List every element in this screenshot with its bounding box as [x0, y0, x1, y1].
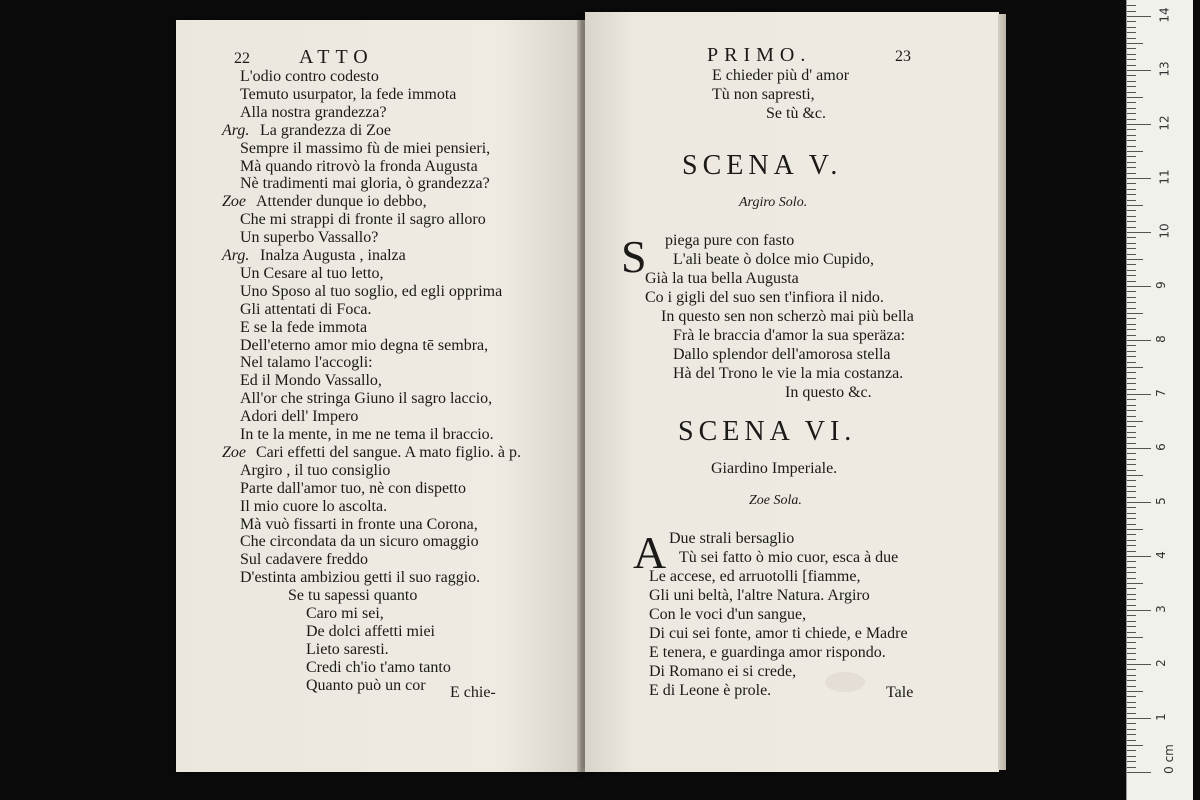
scene-6-character: Zoe Sola. — [749, 493, 802, 508]
verse-line — [240, 319, 367, 337]
ruler-tick — [1127, 599, 1136, 600]
ruler-tick — [1127, 308, 1136, 309]
verse-line — [240, 516, 478, 534]
ruler-tick — [1127, 108, 1136, 109]
verse-line — [240, 551, 368, 569]
verse-text: Attender dunque io debbo, — [256, 193, 427, 211]
ruler-tick — [1127, 740, 1136, 741]
ruler-number: 4 — [1153, 551, 1168, 559]
ruler-tick — [1127, 313, 1143, 314]
ruler-tick — [1127, 556, 1151, 557]
ruler-tick — [1127, 335, 1136, 336]
ruler-tick — [1127, 124, 1151, 125]
verse-line — [222, 443, 521, 462]
ruler-tick — [1127, 237, 1136, 238]
ruler-tick — [1127, 318, 1136, 319]
ruler-tick — [1127, 480, 1136, 481]
verse-line: Con le voci d'un sangue, — [649, 606, 807, 623]
verse-line: Di cui sei fonte, amor ti chiede, e Madre — [649, 625, 908, 642]
ruler-tick — [1127, 54, 1136, 55]
verse-line — [306, 623, 435, 641]
ruler-tick — [1127, 405, 1136, 406]
ruler-tick — [1127, 297, 1136, 298]
ruler-tick — [1127, 383, 1136, 384]
verse-line: Dallo splendor dell'amorosa stella — [673, 346, 891, 363]
verse-text: Temuto usurpator, la fede immota — [240, 85, 457, 103]
ruler-tick — [1127, 270, 1136, 271]
verse-line — [240, 229, 378, 247]
ruler-number: 8 — [1153, 335, 1168, 343]
ruler-tick — [1127, 48, 1136, 49]
ruler-tick — [1127, 707, 1136, 708]
ruler-number: 2 — [1153, 659, 1168, 667]
ruler-tick — [1127, 761, 1136, 762]
verse-line — [240, 86, 456, 104]
ruler-tick — [1127, 27, 1136, 28]
verse-text: E se la fede immota — [240, 318, 368, 336]
verse-line — [240, 569, 480, 587]
verse-line — [240, 337, 488, 355]
verse-text: Un Cesare al tuo letto, — [240, 264, 384, 282]
ruler-tick — [1127, 372, 1136, 373]
ruler-tick — [1127, 156, 1136, 157]
ruler-tick — [1127, 43, 1143, 44]
verse-text: In te la mente, in me ne tema il braccio. — [240, 426, 494, 443]
verse-line — [240, 211, 486, 229]
ruler-tick — [1127, 648, 1136, 649]
ruler-tick — [1127, 437, 1136, 438]
ruler-tick — [1127, 32, 1136, 33]
verse-text: Se tu sapessi quanto — [288, 587, 418, 605]
scene-5-heading: SCENA V. — [682, 150, 843, 181]
measuring-ruler — [1126, 0, 1193, 800]
ruler-number: 3 — [1153, 605, 1168, 613]
ruler-number: 12 — [1157, 115, 1172, 131]
verse-line — [240, 283, 502, 301]
ruler-tick — [1127, 65, 1136, 66]
verse-line — [222, 247, 406, 265]
right-page — [585, 12, 999, 772]
ruler-tick — [1127, 675, 1136, 676]
ruler-tick — [1127, 210, 1136, 211]
verse-line — [240, 265, 384, 283]
ruler-tick — [1127, 410, 1136, 411]
verse-line — [306, 677, 426, 695]
ruler-tick — [1127, 718, 1151, 719]
ruler-tick — [1127, 146, 1136, 147]
ruler-number: 13 — [1157, 61, 1172, 77]
ruler-tick — [1127, 129, 1136, 130]
ruler-tick — [1127, 605, 1136, 606]
ruler-tick — [1127, 421, 1143, 422]
ruler-tick — [1127, 756, 1136, 757]
ruler-tick — [1127, 119, 1136, 120]
ruler-tick — [1127, 702, 1136, 703]
verse-text: Uno Sposo al tuo soglio, ed egli opprima — [240, 282, 503, 300]
ruler-tick — [1127, 5, 1136, 6]
verse-text: Sempre il massimo fù de miei pensieri, — [240, 139, 491, 157]
verse-line: E di Leone è prole. — [649, 682, 772, 699]
ruler-tick — [1127, 21, 1136, 22]
verse-line — [240, 533, 479, 551]
verse-line — [240, 354, 373, 372]
verse-line: Le accese, ed arruotolli [fiamme, — [649, 568, 861, 585]
ruler-tick — [1127, 243, 1136, 244]
ruler-tick — [1127, 356, 1136, 357]
verse-line: piega pure con fasto — [665, 232, 795, 249]
verse-line — [222, 193, 427, 211]
verse-text: Dell'eterno amor mio degna tē sembra, — [240, 336, 489, 354]
ruler-tick — [1127, 567, 1136, 568]
verse-text: D'estinta ambiziou getti il suo raggio. — [240, 569, 481, 587]
verse-text: Nè tradimenti mai gloria, ò grandezza? — [240, 175, 490, 193]
ruler-tick — [1127, 696, 1136, 697]
verse-text: Alla nostra grandezza? — [240, 103, 387, 121]
ruler-tick — [1127, 86, 1136, 87]
ruler-number: 5 — [1153, 497, 1168, 505]
verse-line — [240, 372, 382, 390]
verse-line — [306, 605, 384, 623]
ruler-tick — [1127, 767, 1136, 768]
ruler-tick — [1127, 632, 1136, 633]
ruler-tick — [1127, 486, 1136, 487]
verse-line: Gli uni beltà, l'altre Natura. Argiro — [649, 587, 870, 604]
ruler-tick — [1127, 642, 1136, 643]
ruler-tick — [1127, 664, 1151, 665]
ruler-tick — [1127, 680, 1136, 681]
verse-text: Gli attentati di Foca. — [240, 300, 372, 318]
ruler-tick — [1127, 102, 1136, 103]
verse-text: Che mi strappi di fronte il sagro alloro — [240, 211, 486, 229]
ruler-tick — [1127, 151, 1143, 152]
verse-text: Quanto può un cor — [306, 676, 426, 694]
ruler-tick — [1127, 513, 1136, 514]
speaker-label: Zoe — [222, 443, 246, 461]
ruler-tick — [1127, 140, 1136, 141]
ruler-tick — [1127, 686, 1136, 687]
ruler-tick — [1127, 135, 1136, 136]
verse-text: Parte dall'amor tuo, nè con dispetto — [240, 479, 466, 497]
ruler-number: 7 — [1153, 389, 1168, 397]
ruler-tick — [1127, 194, 1136, 195]
ruler-tick — [1127, 426, 1136, 427]
verse-line: Di Romano ei si crede, — [649, 663, 797, 680]
ruler-tick — [1127, 507, 1136, 508]
ruler-tick — [1127, 734, 1136, 735]
verse-text: Ed il Mondo Vassallo, — [240, 372, 382, 390]
speaker-label: Zoe — [222, 193, 246, 211]
ruler-tick — [1127, 653, 1136, 654]
ruler-tick — [1127, 729, 1136, 730]
ruler-tick — [1127, 378, 1136, 379]
verse-text: Mà vuò fissarti in fronte una Corona, — [240, 515, 478, 533]
paper-stain — [825, 672, 865, 692]
ruler-tick — [1127, 723, 1136, 724]
ruler-tick — [1127, 178, 1151, 179]
ruler-tick — [1127, 59, 1136, 60]
verse-line: Frà le braccia d'amor la sua speräza: — [673, 327, 906, 344]
ruler-tick — [1127, 200, 1136, 201]
ruler-number: 9 — [1153, 281, 1168, 289]
verse-text: All'or che stringa Giuno il sagro laccio, — [240, 390, 493, 408]
speaker-label: Arg. — [222, 121, 250, 139]
ruler-tick — [1127, 691, 1143, 692]
verse-text: L'odio contro codesto — [240, 68, 379, 85]
verse-line: E tenera, e guardinga amor rispondo. — [649, 644, 886, 661]
ruler-tick — [1127, 183, 1136, 184]
ruler-number: 11 — [1157, 169, 1172, 185]
ruler-tick — [1127, 11, 1136, 12]
ruler-tick — [1127, 324, 1136, 325]
verse-line: Se tù &c. — [766, 105, 826, 122]
ruler-tick — [1127, 259, 1143, 260]
ruler-tick — [1127, 340, 1151, 341]
verse-line: In questo &c. — [785, 384, 872, 401]
page-edges — [998, 14, 1006, 770]
verse-line — [306, 641, 389, 659]
verse-line — [240, 175, 490, 193]
ruler-tick — [1127, 367, 1143, 368]
ruler-tick — [1127, 745, 1143, 746]
ruler-tick — [1127, 81, 1136, 82]
verse-line — [240, 140, 490, 158]
ruler-tick — [1127, 205, 1143, 206]
ruler-number: 1 — [1153, 713, 1168, 721]
ruler-tick — [1127, 216, 1136, 217]
verse-text: La grandezza di Zoe — [260, 121, 392, 139]
verse-line — [240, 301, 372, 319]
verse-text: Mà quando ritrovò la fronda Augusta — [240, 157, 478, 175]
verse-line — [288, 587, 417, 605]
ruler-tick — [1127, 443, 1136, 444]
ruler-tick — [1127, 432, 1136, 433]
verse-line: In questo sen non scherzò mai più bella — [661, 308, 914, 325]
ruler-tick — [1127, 540, 1136, 541]
ruler-tick — [1127, 232, 1151, 233]
ruler-tick — [1127, 669, 1136, 670]
ruler-tick — [1127, 615, 1136, 616]
ruler-tick — [1127, 448, 1151, 449]
scene-6-place: Giardino Imperiale. — [711, 460, 838, 477]
left-page — [176, 20, 580, 772]
ruler-tick — [1127, 291, 1136, 292]
verse-line: Hà del Trono le vie la mia costanza. — [673, 365, 904, 382]
verse-line — [240, 390, 492, 408]
ruler-tick — [1127, 394, 1151, 395]
ruler-tick — [1127, 97, 1143, 98]
verse-text: Che circondata da un sicuro omaggio — [240, 533, 479, 551]
ruler-tick — [1127, 254, 1136, 255]
ruler-tick — [1127, 524, 1136, 525]
ruler-tick — [1127, 637, 1143, 638]
ruler-tick — [1127, 518, 1136, 519]
ruler-tick — [1127, 264, 1136, 265]
verse-text: Argiro , il tuo consiglio — [240, 461, 391, 479]
ruler-tick — [1127, 38, 1136, 39]
ruler-tick — [1127, 534, 1136, 535]
ruler-tick — [1127, 286, 1151, 287]
verse-line: Co i gigli del suo sen t'infiora il nido. — [645, 289, 884, 306]
ruler-tick — [1127, 416, 1136, 417]
ruler-tick — [1127, 221, 1136, 222]
verse-line: Due strali bersaglio — [669, 530, 795, 547]
verse-text: Un superbo Vassallo? — [240, 229, 379, 247]
ruler-tick — [1127, 588, 1136, 589]
ruler-tick — [1127, 75, 1136, 76]
ruler-tick — [1127, 713, 1136, 714]
ruler-tick — [1127, 497, 1136, 498]
left-page-number: 22 — [234, 50, 250, 67]
verse-line — [240, 498, 387, 516]
drop-cap-s: S — [621, 231, 647, 282]
ruler-unit-label: 0 cm — [1161, 744, 1176, 774]
ruler-tick — [1127, 610, 1151, 611]
ruler-tick — [1127, 70, 1151, 71]
verse-line: Già la tua bella Augusta — [645, 270, 799, 287]
ruler-tick — [1127, 281, 1136, 282]
left-running-title: ATTO — [299, 46, 374, 68]
scene-6-heading: SCENA VI. — [678, 416, 857, 447]
ruler-tick — [1127, 329, 1136, 330]
ruler-tick — [1127, 583, 1143, 584]
ruler-tick — [1127, 464, 1136, 465]
ruler-tick — [1127, 162, 1136, 163]
ruler-tick — [1127, 453, 1136, 454]
right-page-number: 23 — [895, 48, 911, 65]
verse-text: Credi ch'io t'amo tanto — [306, 658, 451, 676]
ruler-tick — [1127, 594, 1136, 595]
verse-line: E chieder più d' amor — [712, 67, 850, 84]
verse-line: Tù sei fatto ò mio cuor, esca à due — [679, 549, 899, 566]
ruler-tick — [1127, 545, 1136, 546]
verse-text: De dolci affetti miei — [306, 622, 435, 640]
verse-line — [240, 68, 379, 86]
verse-line: L'ali beate ò dolce mio Cupido, — [673, 251, 875, 268]
ruler-tick — [1127, 389, 1136, 390]
verse-text: Adori dell' Impero — [240, 408, 359, 426]
ruler-tick — [1127, 772, 1151, 773]
verse-line — [240, 104, 387, 122]
verse-text: Cari effetti del sangue. A mato figlio. à p. — [256, 443, 521, 461]
ruler-tick — [1127, 227, 1136, 228]
ruler-tick — [1127, 345, 1136, 346]
ruler-tick — [1127, 750, 1136, 751]
verse-line — [306, 659, 451, 677]
ruler-tick — [1127, 551, 1136, 552]
ruler-tick — [1127, 561, 1136, 562]
ruler-tick — [1127, 470, 1136, 471]
ruler-tick — [1127, 491, 1136, 492]
verse-line — [240, 408, 358, 426]
verse-line — [240, 480, 466, 498]
verse-text: Caro mi sei, — [306, 605, 384, 622]
scene-5-character: Argiro Solo. — [739, 195, 808, 210]
ruler-tick — [1127, 173, 1136, 174]
verse-line — [222, 121, 392, 140]
verse-line — [240, 426, 494, 444]
verse-line: Tù non sapresti, — [712, 86, 815, 103]
right-catchword: Tale — [886, 684, 914, 701]
verse-text: Il mio cuore lo ascolta. — [240, 497, 388, 515]
verse-text: Lieto saresti. — [306, 640, 389, 658]
ruler-tick — [1127, 659, 1136, 660]
ruler-tick — [1127, 351, 1136, 352]
ruler-tick — [1127, 92, 1136, 93]
ruler-tick — [1127, 475, 1143, 476]
ruler-tick — [1127, 248, 1136, 249]
ruler-number: 14 — [1157, 7, 1172, 23]
ruler-tick — [1127, 362, 1136, 363]
ruler-tick — [1127, 16, 1151, 17]
ruler-tick — [1127, 621, 1136, 622]
verse-line — [240, 462, 390, 480]
ruler-tick — [1127, 399, 1136, 400]
ruler-tick — [1127, 529, 1143, 530]
drop-cap-a: A — [633, 527, 667, 578]
ruler-tick — [1127, 626, 1136, 627]
ruler-tick — [1127, 578, 1136, 579]
ruler-tick — [1127, 275, 1136, 276]
verse-text: Nel talamo l'accogli: — [240, 354, 373, 372]
ruler-tick — [1127, 502, 1151, 503]
ruler-tick — [1127, 167, 1136, 168]
verse-text: Sul cadavere freddo — [240, 551, 368, 569]
ruler-tick — [1127, 302, 1136, 303]
verse-text: Inalza Augusta , inalza — [260, 247, 406, 264]
verse-line — [240, 158, 478, 176]
ruler-tick — [1127, 189, 1136, 190]
left-catchword: E chie- — [450, 684, 496, 701]
ruler-number: 6 — [1153, 443, 1168, 451]
ruler-tick — [1127, 113, 1136, 114]
ruler-tick — [1127, 572, 1136, 573]
ruler-tick — [1127, 459, 1136, 460]
speaker-label: Arg. — [222, 247, 250, 264]
ruler-number: 10 — [1157, 223, 1172, 239]
right-running-title: PRIMO. — [707, 44, 812, 66]
left-header — [234, 48, 374, 68]
